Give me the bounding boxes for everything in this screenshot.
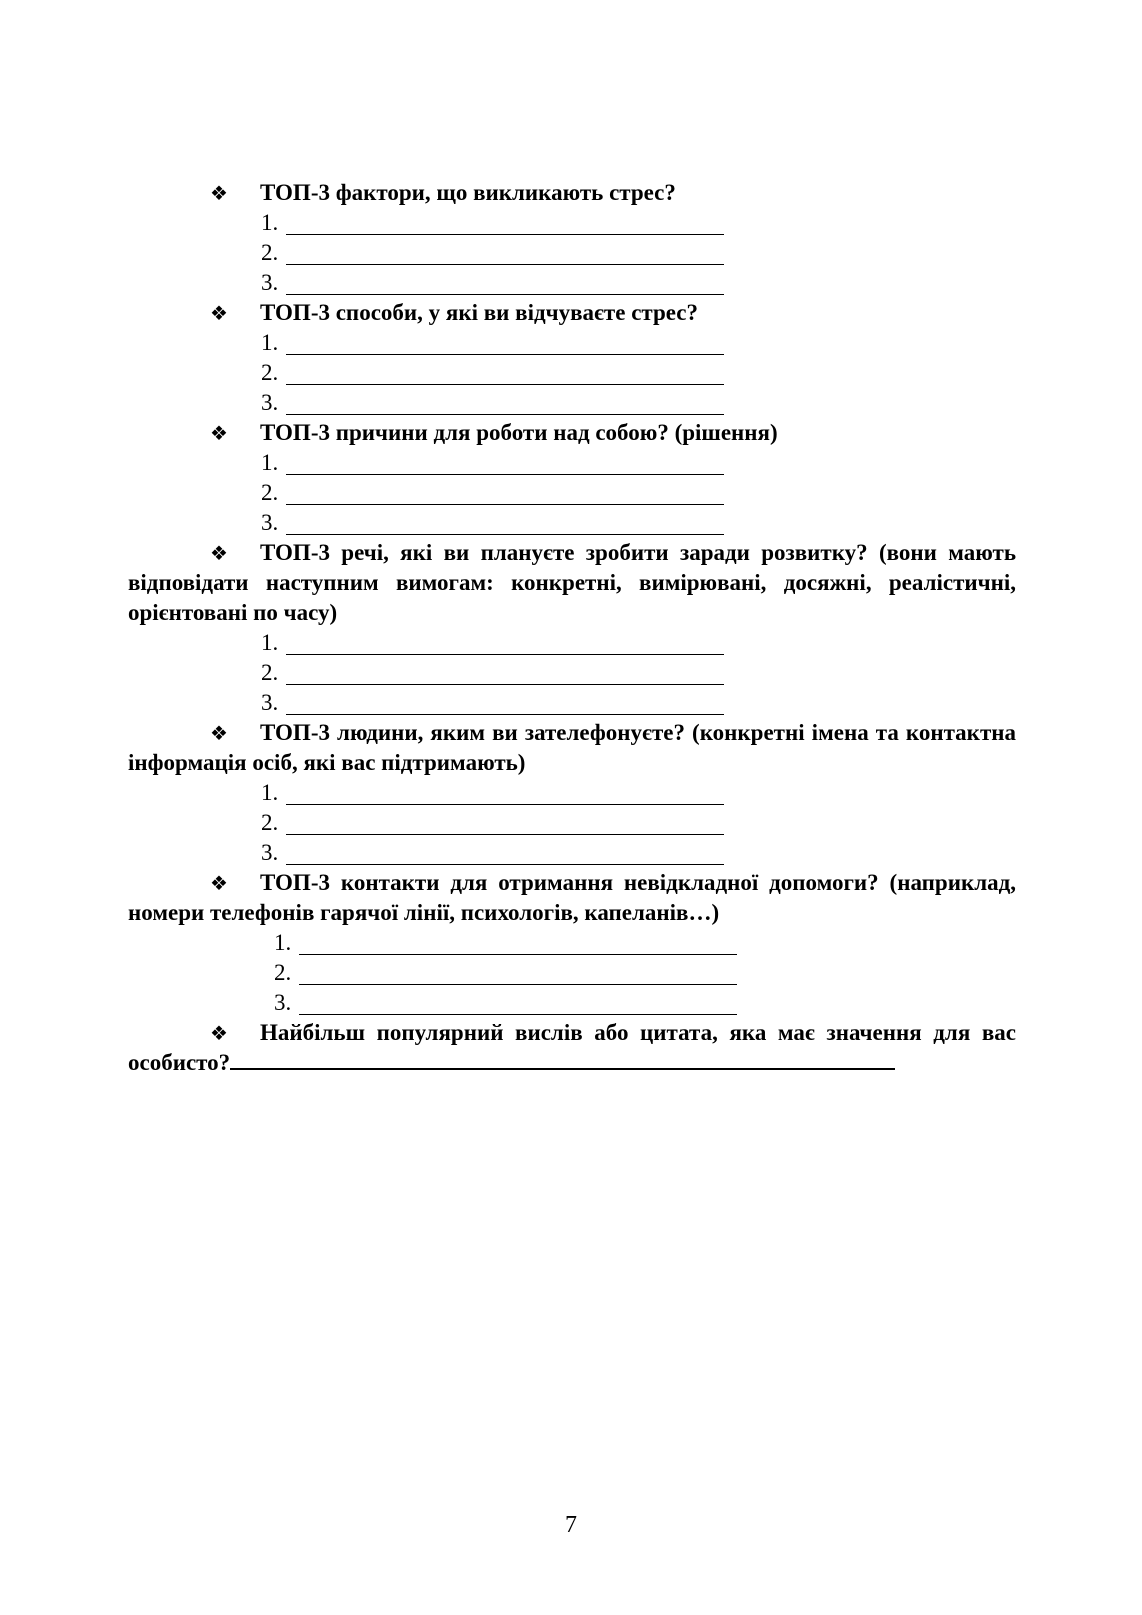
answer-number: 3. bbox=[261, 690, 279, 715]
answer-item bbox=[128, 328, 1016, 358]
answer-blank-line[interactable] bbox=[286, 512, 724, 535]
question-text: ТОП-3 людини, яким ви зателефонуєте? (конкретні імена та контактна інформація осіб, які вас підтримають) bbox=[128, 720, 1016, 775]
question-text: ТОП-3 способи, у які ви відчуваєте стрес? bbox=[260, 300, 698, 325]
answer-item bbox=[128, 688, 1016, 718]
answer-item bbox=[128, 658, 1016, 688]
question-text: ТОП-3 речі, які ви плануєте зробити заради розвитку? (вони мають відповідати наступним вимогам: конкретні, вимірювані, досяжні, реалістичні, орієнтовані по часу) bbox=[128, 540, 1016, 625]
diamond-bullet-icon: ❖ bbox=[210, 301, 228, 325]
answer-item bbox=[128, 208, 1016, 238]
answer-item bbox=[128, 448, 1016, 478]
answer-number: 2. bbox=[261, 240, 279, 265]
answer-item bbox=[128, 478, 1016, 508]
answer-number: 2. bbox=[261, 810, 279, 835]
answer-blank-line[interactable] bbox=[286, 362, 724, 385]
answer-item bbox=[128, 508, 1016, 538]
answer-number: 2. bbox=[274, 960, 292, 985]
answer-list bbox=[128, 328, 1016, 418]
answer-number: 3. bbox=[274, 990, 292, 1015]
question-emergency-contacts bbox=[128, 868, 1016, 928]
page-number: 7 bbox=[565, 1512, 577, 1538]
quote-blank-line[interactable] bbox=[230, 1048, 895, 1070]
diamond-bullet-icon: ❖ bbox=[210, 181, 228, 205]
answer-list bbox=[128, 778, 1016, 868]
answer-blank-line[interactable] bbox=[286, 242, 724, 265]
answer-blank-line[interactable] bbox=[286, 812, 724, 835]
answer-list bbox=[128, 448, 1016, 538]
question-text: Найбільш популярний вислів або цитата, яка має значення для вас особисто? bbox=[128, 1020, 1016, 1075]
answer-blank-line[interactable] bbox=[286, 782, 724, 805]
answer-item bbox=[128, 808, 1016, 838]
answer-number: 3. bbox=[261, 390, 279, 415]
question-favorite-quote bbox=[128, 1018, 1016, 1078]
answer-item bbox=[128, 838, 1016, 868]
answer-item bbox=[128, 268, 1016, 298]
question-development-plans bbox=[128, 538, 1016, 628]
answer-blank-line[interactable] bbox=[286, 482, 724, 505]
answer-number: 3. bbox=[261, 510, 279, 535]
answer-number: 2. bbox=[261, 480, 279, 505]
diamond-bullet-icon: ❖ bbox=[210, 541, 228, 565]
answer-blank-line[interactable] bbox=[299, 962, 737, 985]
diamond-bullet-icon: ❖ bbox=[210, 871, 228, 895]
answer-list bbox=[128, 928, 1016, 1018]
answer-blank-line[interactable] bbox=[286, 692, 724, 715]
answer-item bbox=[128, 238, 1016, 268]
diamond-bullet-icon: ❖ bbox=[210, 421, 228, 445]
question-text: ТОП-3 причини для роботи над собою? (рішення) bbox=[260, 420, 778, 445]
answer-blank-line[interactable] bbox=[286, 842, 724, 865]
answer-number: 1. bbox=[261, 450, 279, 475]
answer-number: 3. bbox=[261, 270, 279, 295]
diamond-bullet-icon: ❖ bbox=[210, 1021, 228, 1045]
answer-item bbox=[128, 958, 1016, 988]
answer-number: 2. bbox=[261, 660, 279, 685]
answer-number: 1. bbox=[261, 330, 279, 355]
answer-blank-line[interactable] bbox=[286, 632, 724, 655]
question-text: ТОП-3 фактори, що викликають стрес? bbox=[260, 180, 676, 205]
question-people-to-call bbox=[128, 718, 1016, 778]
answer-blank-line[interactable] bbox=[286, 452, 724, 475]
diamond-bullet-icon: ❖ bbox=[210, 721, 228, 745]
answer-number: 1. bbox=[261, 630, 279, 655]
answer-item bbox=[128, 628, 1016, 658]
answer-blank-line[interactable] bbox=[299, 992, 737, 1015]
answer-item bbox=[128, 358, 1016, 388]
answer-list bbox=[128, 208, 1016, 298]
answer-number: 2. bbox=[261, 360, 279, 385]
answer-item bbox=[128, 928, 1016, 958]
question-self-work-reasons bbox=[128, 418, 1016, 448]
answer-blank-line[interactable] bbox=[299, 932, 737, 955]
answer-item bbox=[128, 988, 1016, 1018]
answer-item bbox=[128, 778, 1016, 808]
answer-blank-line[interactable] bbox=[286, 392, 724, 415]
answer-blank-line[interactable] bbox=[286, 212, 724, 235]
answer-list bbox=[128, 628, 1016, 718]
question-text: ТОП-3 контакти для отримання невідкладної допомоги? (наприклад, номери телефонів гарячої лінії, психологів, капеланів…) bbox=[128, 870, 1016, 925]
answer-number: 1. bbox=[261, 780, 279, 805]
questionnaire bbox=[128, 178, 1016, 1078]
answer-number: 1. bbox=[261, 210, 279, 235]
answer-blank-line[interactable] bbox=[286, 662, 724, 685]
answer-blank-line[interactable] bbox=[286, 332, 724, 355]
answer-number: 3. bbox=[261, 840, 279, 865]
answer-number: 1. bbox=[274, 930, 292, 955]
answer-item bbox=[128, 388, 1016, 418]
question-stress-factors bbox=[128, 178, 1016, 208]
question-stress-ways bbox=[128, 298, 1016, 328]
answer-blank-line[interactable] bbox=[286, 272, 724, 295]
